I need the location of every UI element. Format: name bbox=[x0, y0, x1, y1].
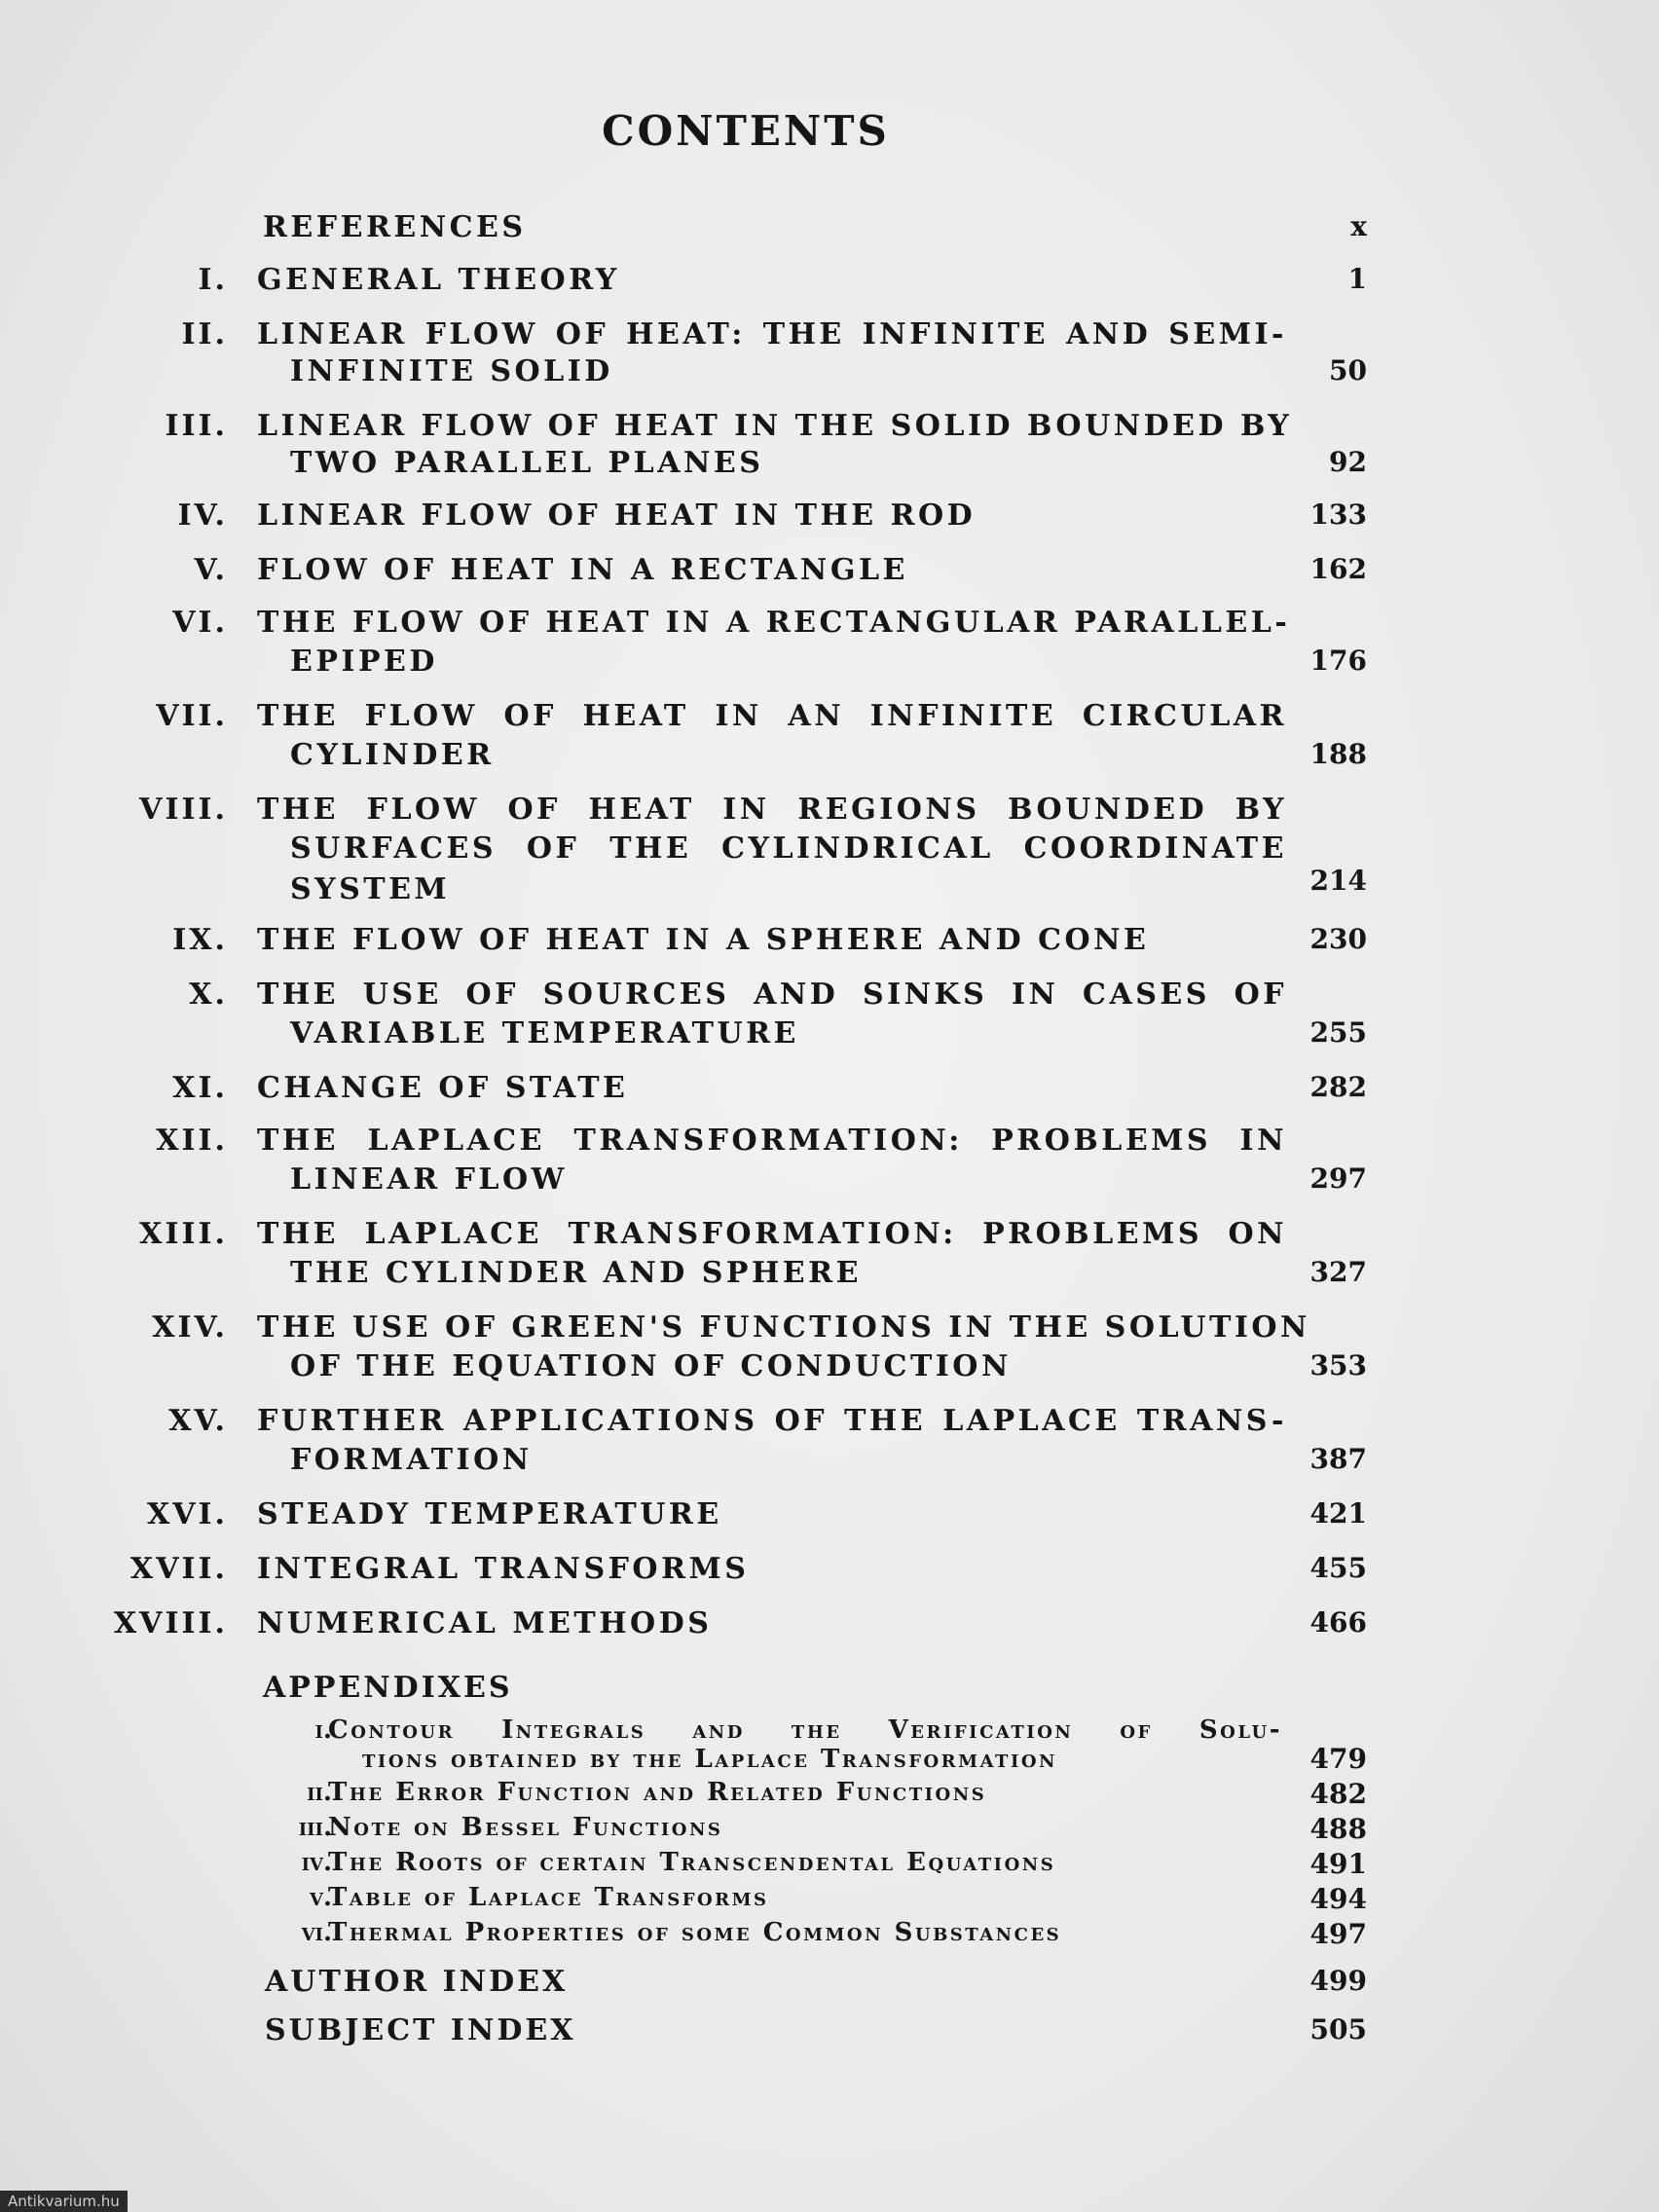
chapter-page: 387 bbox=[1309, 1443, 1367, 1475]
chapter-page: 297 bbox=[1309, 1162, 1367, 1195]
appendix-number: iv. bbox=[301, 1848, 332, 1877]
chapter-title: THE FLOW OF HEAT IN A SPHERE AND CONE bbox=[257, 923, 1150, 957]
appendix-title: The Roots of certain Transcendental Equations bbox=[328, 1848, 1056, 1877]
chapter-title-line1: THE USE OF GREEN'S FUNCTIONS IN THE SOLUTION bbox=[257, 1310, 1310, 1345]
chapter-title: LINEAR FLOW OF HEAT IN THE ROD bbox=[257, 498, 977, 533]
chapter-number: XVII. bbox=[129, 1552, 228, 1586]
chapter-title-line1: LINEAR FLOW OF HEAT: THE INFINITE AND SEMI- bbox=[257, 317, 1287, 351]
appendix-title: The Error Function and Related Functions bbox=[328, 1778, 987, 1807]
chapter-title-line1: LINEAR FLOW OF HEAT IN THE SOLID BOUNDED BY bbox=[257, 409, 1293, 443]
chapter-number: VIII. bbox=[139, 793, 228, 827]
chapter-title: STEADY TEMPERATURE bbox=[257, 1497, 722, 1531]
chapter-page: 162 bbox=[1309, 553, 1367, 585]
chapter-title-line2: INFINITE SOLID bbox=[290, 354, 613, 388]
chapter-title: NUMERICAL METHODS bbox=[257, 1606, 713, 1641]
appendix-number: iii. bbox=[298, 1813, 332, 1842]
chapter-page: 133 bbox=[1309, 498, 1367, 531]
chapter-number: XV. bbox=[168, 1404, 228, 1438]
chapter-page: 92 bbox=[1329, 446, 1367, 478]
chapter-page: 214 bbox=[1309, 865, 1367, 897]
chapter-number: XI. bbox=[172, 1071, 228, 1105]
chapter-page: 455 bbox=[1309, 1552, 1367, 1584]
appendix-title-line1: Contour Integrals and the Verification of Solu- bbox=[328, 1715, 1282, 1745]
chapter-title-line1: FURTHER APPLICATIONS OF THE LAPLACE TRANS- bbox=[257, 1404, 1287, 1438]
chapter-title-line1: THE USE OF SOURCES AND SINKS IN CASES OF bbox=[257, 977, 1287, 1012]
chapter-title-line2: THE CYLINDER AND SPHERE bbox=[290, 1256, 862, 1290]
chapter-title-line1: THE FLOW OF HEAT IN A RECTANGULAR PARALLEL- bbox=[257, 606, 1291, 640]
toc-entry-page: x bbox=[1350, 210, 1367, 242]
chapter-title-line1: THE FLOW OF HEAT IN AN INFINITE CIRCULAR bbox=[257, 699, 1287, 733]
appendix-title: Note on Bessel Functions bbox=[328, 1813, 723, 1842]
chapter-title: INTEGRAL TRANSFORMS bbox=[257, 1552, 750, 1586]
chapter-number: IX. bbox=[172, 923, 228, 957]
chapter-page: 282 bbox=[1309, 1071, 1367, 1103]
appendix-number: i. bbox=[314, 1715, 332, 1745]
appendix-title-line2: tions obtained by the Laplace Transformation bbox=[362, 1745, 1057, 1774]
appendix-page: 482 bbox=[1309, 1778, 1367, 1810]
chapter-title: GENERAL THEORY bbox=[257, 263, 620, 297]
appendix-page: 497 bbox=[1309, 1918, 1367, 1950]
chapter-title-line2: OF THE EQUATION OF CONDUCTION bbox=[290, 1349, 1012, 1383]
chapter-title-line2: SURFACES OF THE CYLINDRICAL COORDINATE bbox=[290, 831, 1287, 866]
chapter-title-line2: VARIABLE TEMPERATURE bbox=[290, 1016, 799, 1051]
chapter-number: XVIII. bbox=[113, 1606, 228, 1641]
index-title: SUBJECT INDEX bbox=[265, 2013, 576, 2047]
chapter-title-line1: THE LAPLACE TRANSFORMATION: PROBLEMS ON bbox=[257, 1217, 1287, 1251]
appendix-page: 488 bbox=[1309, 1813, 1367, 1845]
chapter-number: VI. bbox=[172, 606, 228, 640]
appendix-number: ii. bbox=[307, 1778, 332, 1807]
chapter-title-line2: EPIPED bbox=[290, 645, 438, 679]
chapter-page: 421 bbox=[1309, 1497, 1367, 1530]
chapter-title-line3: SYSTEM bbox=[290, 872, 451, 906]
appendix-number: v. bbox=[309, 1883, 332, 1912]
index-page: 499 bbox=[1309, 1965, 1367, 1997]
appendix-page: 491 bbox=[1309, 1848, 1367, 1880]
chapter-number: XIV. bbox=[152, 1310, 228, 1345]
index-title: AUTHOR INDEX bbox=[265, 1965, 569, 1999]
chapter-page: 327 bbox=[1309, 1256, 1367, 1288]
chapter-number: X. bbox=[189, 977, 228, 1012]
appendix-title: Thermal Properties of some Common Substances bbox=[328, 1918, 1062, 1947]
chapter-number: I. bbox=[198, 263, 228, 297]
chapter-title-line1: THE FLOW OF HEAT IN REGIONS BOUNDED BY bbox=[257, 793, 1287, 827]
watermark-label: Antikvarium.hu bbox=[0, 2191, 128, 2212]
chapter-title-line2: FORMATION bbox=[290, 1443, 533, 1477]
chapter-number: XII. bbox=[156, 1124, 228, 1158]
chapter-page: 1 bbox=[1347, 263, 1367, 295]
chapter-page: 176 bbox=[1309, 645, 1367, 677]
chapter-page: 255 bbox=[1309, 1016, 1367, 1049]
chapter-page: 466 bbox=[1309, 1606, 1367, 1639]
chapter-title: FLOW OF HEAT IN A RECTANGLE bbox=[257, 553, 908, 587]
chapter-title-line2: CYLINDER bbox=[290, 738, 495, 772]
chapter-number: VII. bbox=[156, 699, 228, 733]
chapter-number: XIII. bbox=[139, 1217, 228, 1251]
appendixes-heading: APPENDIXES bbox=[263, 1671, 513, 1705]
chapter-title-line2: LINEAR FLOW bbox=[290, 1162, 568, 1197]
chapter-number: IV. bbox=[177, 498, 228, 533]
chapter-page: 50 bbox=[1329, 354, 1367, 387]
chapter-number: V. bbox=[194, 553, 228, 587]
appendix-page: 494 bbox=[1309, 1883, 1367, 1915]
appendix-title: Table of Laplace Transforms bbox=[328, 1883, 769, 1912]
appendix-page: 479 bbox=[1309, 1743, 1367, 1775]
chapter-number: III. bbox=[165, 409, 228, 443]
appendix-number: vi. bbox=[301, 1918, 332, 1947]
chapter-title-line2: TWO PARALLEL PLANES bbox=[290, 446, 764, 480]
page-title: CONTENTS bbox=[602, 107, 890, 155]
chapter-page: 230 bbox=[1309, 923, 1367, 955]
chapter-number: XVI. bbox=[146, 1497, 228, 1531]
chapter-number: II. bbox=[181, 317, 228, 351]
chapter-title: CHANGE OF STATE bbox=[257, 1071, 629, 1105]
chapter-page: 353 bbox=[1309, 1349, 1367, 1382]
toc-entry-title: REFERENCES bbox=[263, 210, 527, 244]
index-page: 505 bbox=[1309, 2013, 1367, 2046]
chapter-page: 188 bbox=[1309, 738, 1367, 770]
chapter-title-line1: THE LAPLACE TRANSFORMATION: PROBLEMS IN bbox=[257, 1124, 1287, 1158]
